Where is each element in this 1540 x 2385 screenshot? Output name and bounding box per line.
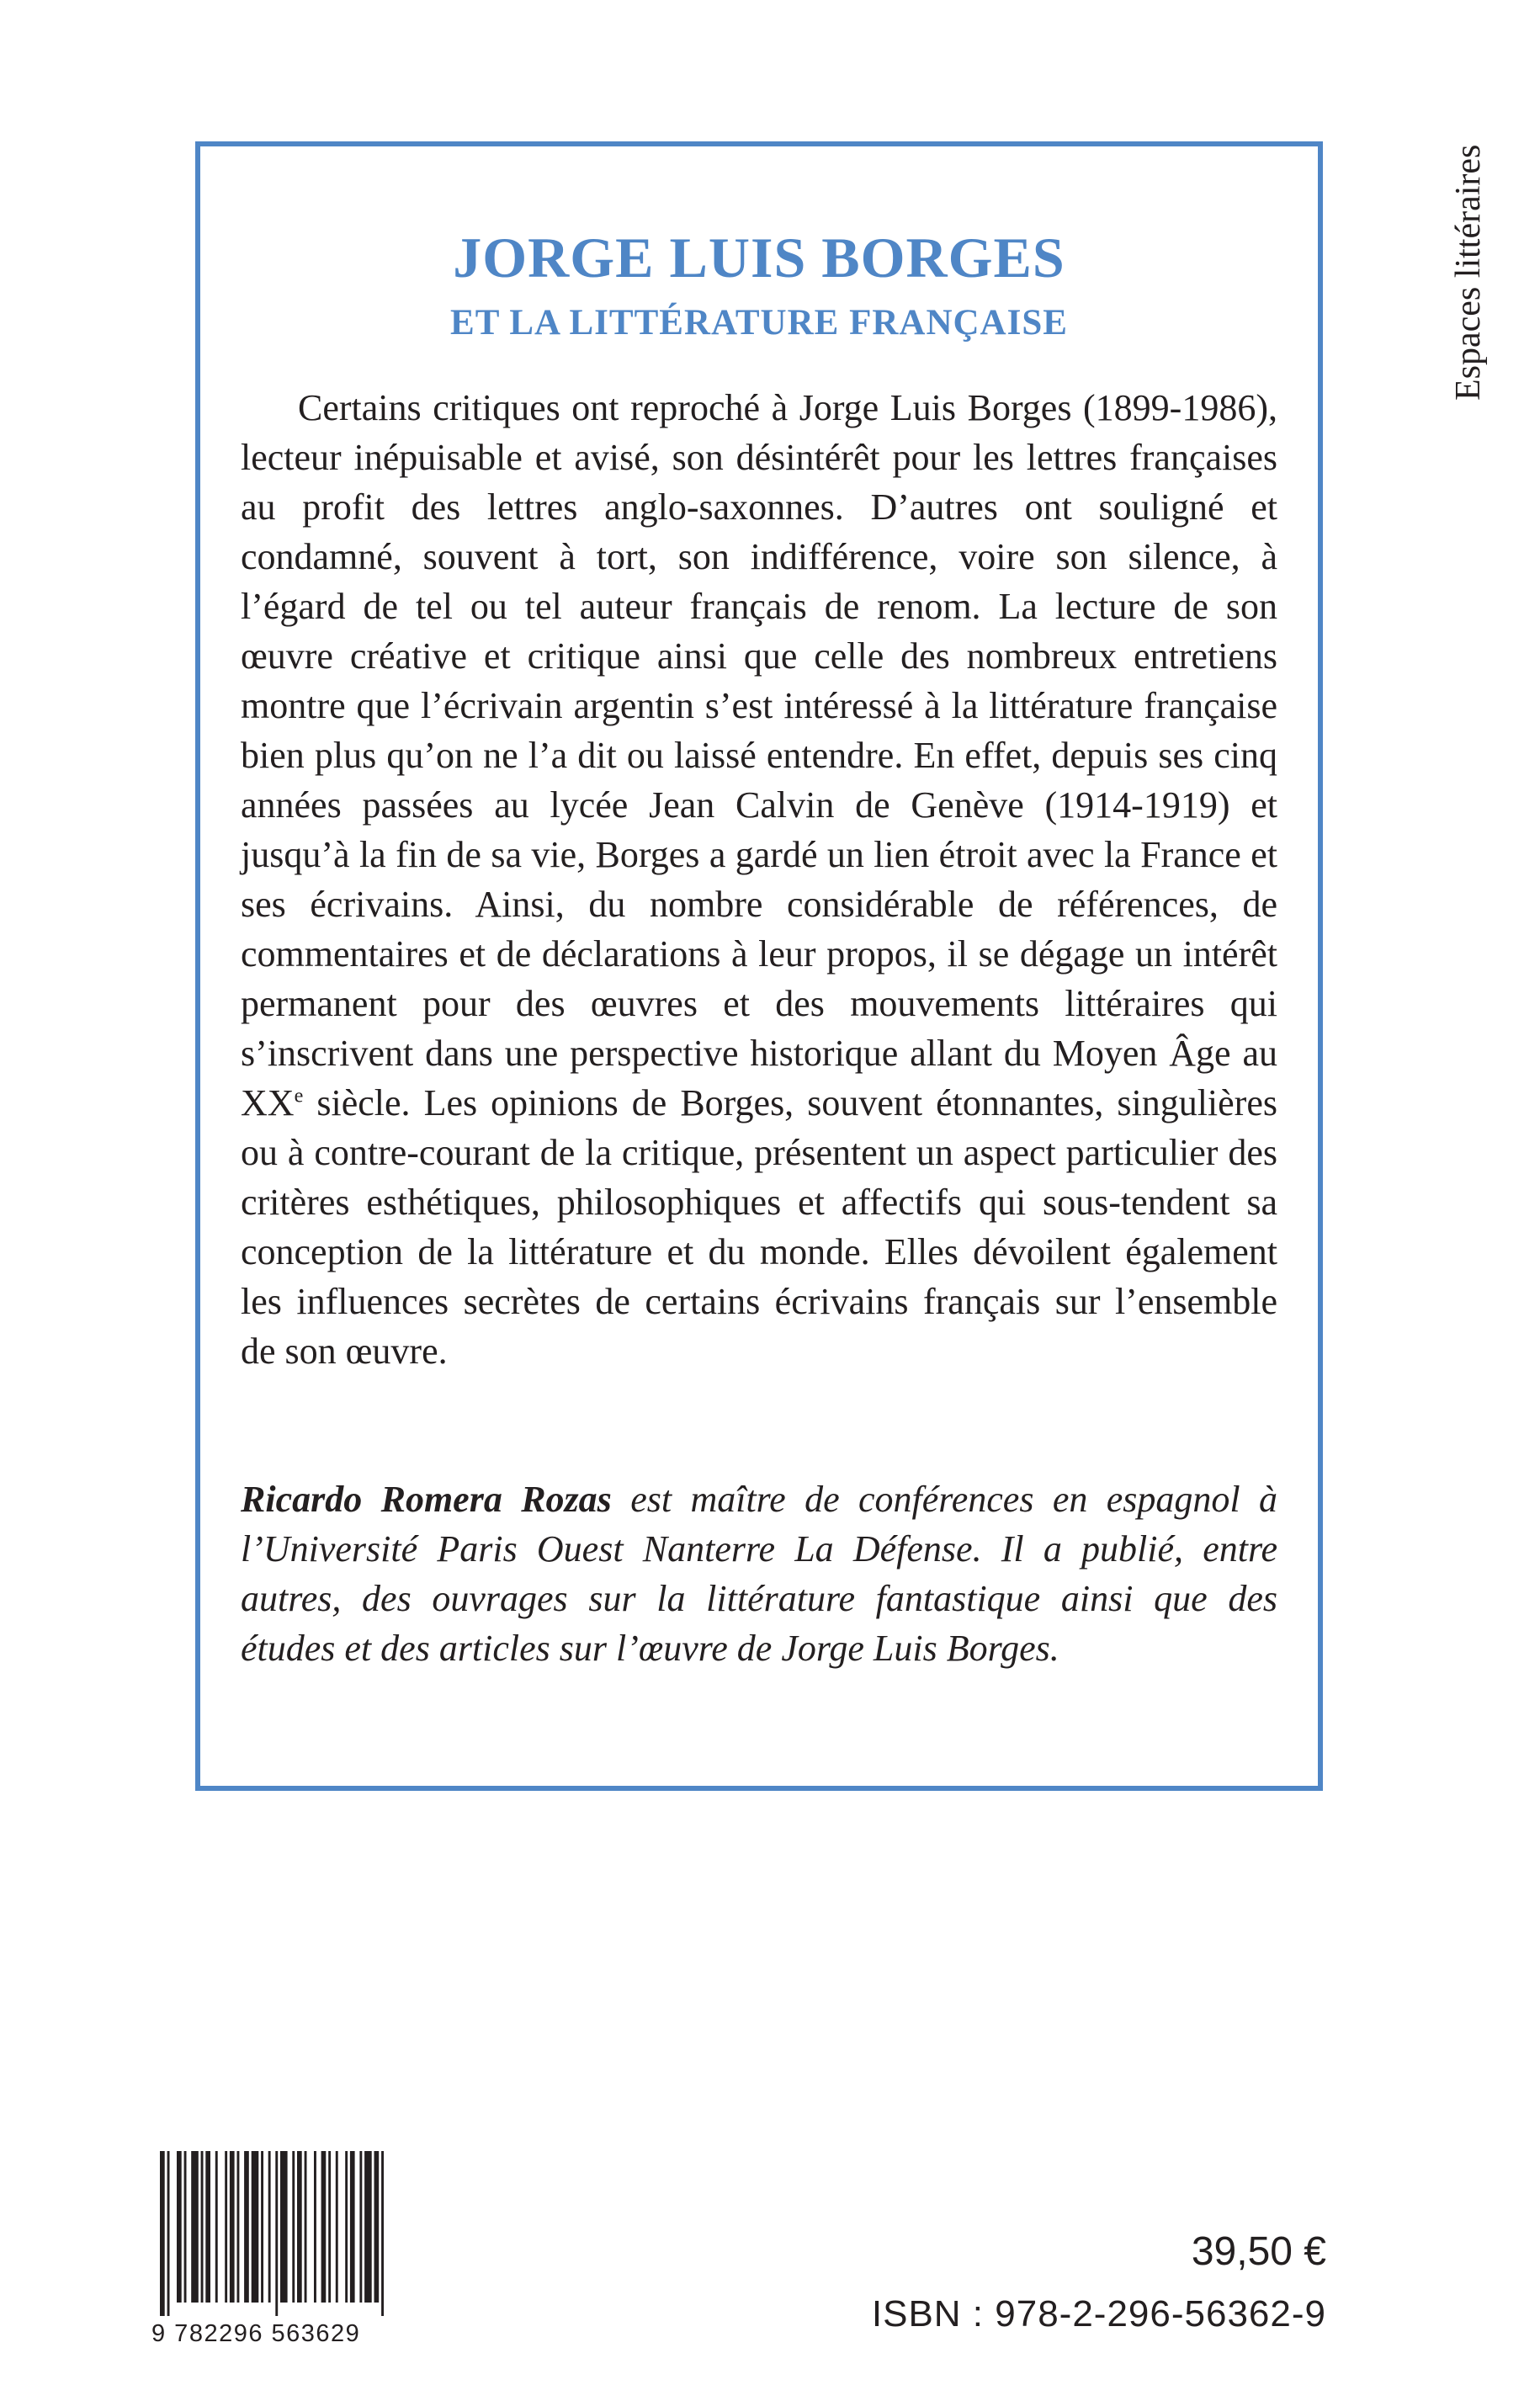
author-note: [241, 1474, 1277, 1673]
barcode-bar: [177, 2151, 182, 2303]
series-name: Espaces littéraires: [1449, 145, 1488, 401]
barcode-bar: [275, 2151, 278, 2316]
book-title: JORGE LUIS BORGES: [453, 226, 1065, 289]
author-name: Ricardo Romera Rozas: [241, 1479, 612, 1520]
book-description: [241, 383, 1277, 1376]
barcode-bar: [321, 2151, 327, 2303]
barcode-bar: [297, 2151, 302, 2303]
barcode-bar: [191, 2151, 199, 2303]
barcode-bar: [381, 2151, 384, 2316]
barcode-bar: [215, 2151, 218, 2303]
barcode-bar: [230, 2151, 235, 2303]
barcode-bar: [237, 2151, 240, 2303]
book-subtitle: ET LA LITTÉRATURE FRANÇAISE: [450, 303, 1068, 343]
author-bio: est maître de conférences en espagnol à l’Université Paris Ouest Nanterre La Défense. Il a publié, entre autres, des ouvrages sur la littérature fantastique ainsi que des études et des articles sur l’œuvre de Jorge Luis Borges.: [241, 1479, 1278, 1669]
barcode-bar: [167, 2151, 170, 2316]
barcode-bar: [328, 2151, 331, 2303]
barcode-bar: [268, 2151, 271, 2303]
description-part-1: Certains critiques ont reproché à Jorge Luis Borges (1899-1986), lecteur inépuisable et avisé, son désintérêt pour les lettres françaises au profit des lettres anglo-saxonnes. D’autres ont souligné et condamné, souvent à tort, son indifférence, voire son silence, à l’égard de tel ou tel auteur français de renom. La lecture de son œuvre créative et critique ainsi que celle des nombreux entretiens montre que l’écrivain argentin s’est intéressé à la littérature française bien plus qu’on ne l’a dit ou laissé entendre. En effet, depuis ses cinq années passées au lycée Jean Calvin de Genève (1914-1919) et jusqu’à la fin de sa vie, Borges a gardé un lien étroit avec la France et ses écrivains. Ainsi, du nombre considérable de références, de commentaires et de déclarations à leur propos, il se dégage un intérêt permanent pour des œuvres et des mouvements littéraires qui s’inscrivent dans une perspective historique allant du Moyen Âge au XX: [241, 387, 1277, 1123]
barcode-bar: [201, 2151, 204, 2303]
barcode-bar: [252, 2151, 259, 2303]
barcode-bar: [314, 2151, 316, 2303]
barcode-bar: [305, 2151, 307, 2303]
barcode-bar: [364, 2151, 372, 2303]
barcode-bar: [205, 2151, 210, 2303]
isbn: ISBN : 978-2-296-56362-9: [871, 2293, 1326, 2335]
barcode-bar: [374, 2151, 380, 2303]
barcode-bar: [350, 2151, 355, 2303]
price: 39,50 €: [1191, 2229, 1326, 2274]
barcode-bar: [184, 2151, 187, 2303]
barcode-bar: [336, 2151, 338, 2303]
barcode-bar: [280, 2151, 288, 2303]
barcode-digits: 9 782296 563629: [151, 2320, 361, 2346]
barcode-bar: [292, 2151, 295, 2303]
barcode-bar: [160, 2151, 165, 2316]
barcode-bar: [359, 2151, 362, 2303]
barcode-bar: [261, 2151, 263, 2303]
barcode-bar: [244, 2151, 249, 2303]
barcode: [148, 2148, 461, 2346]
century-superscript: e: [294, 1084, 304, 1108]
description-part-2: siècle. Les opinions de Borges, souvent étonnantes, singulières ou à contre-courant de la critique, présentent un aspect particulier des critères esthétiques, philosophiques et affectifs qui sous-tendent sa conception de la littérature et du monde. Elles dévoilent également les influences secrètes de certains écrivains français sur l’ensemble de son œuvre.: [241, 1082, 1277, 1372]
barcode-bar: [225, 2151, 227, 2303]
barcode-bar: [345, 2151, 348, 2303]
